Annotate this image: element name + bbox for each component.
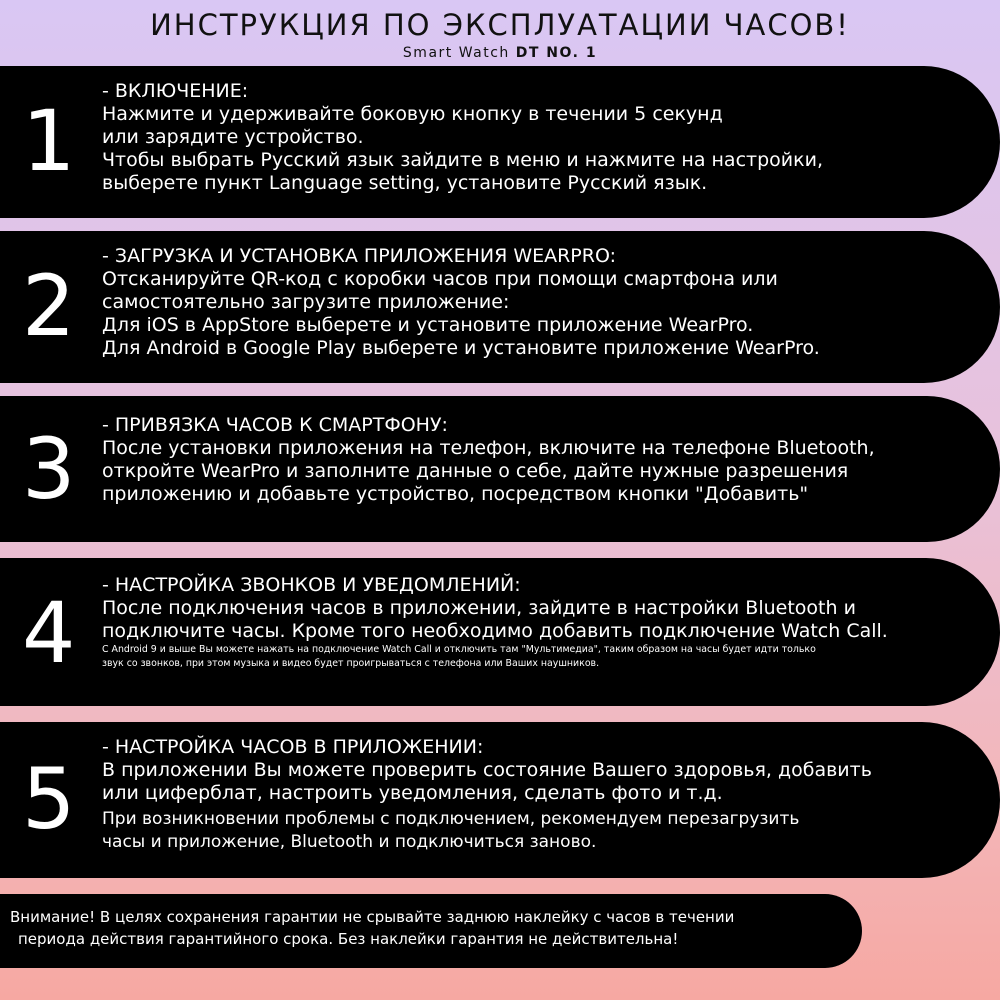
step-line: выберете пункт Language setting, установите Русский язык. [102, 172, 708, 194]
step-line-secondary: При возникновении проблемы с подключением, рекомендуем перезагрузить [102, 809, 800, 829]
step-line: или циферблат, настроить уведомления, сделать фото и т.д. [102, 782, 723, 804]
step-card-5 [0, 722, 1000, 878]
step-card-4 [0, 558, 1000, 706]
subtitle-brand: Smart Watch [402, 45, 516, 61]
step-line: или зарядите устройство. [102, 126, 364, 148]
step-line: подключите часы. Кроме того необходимо добавить подключение Watch Call. [102, 620, 888, 642]
step-line: Для Android в Google Play выберете и установите приложение WearPro. [102, 337, 820, 359]
step-line: откройте WearPro и заполните данные о себе, дайте нужные разрешения [102, 460, 849, 482]
step-card-1 [0, 66, 1000, 218]
step-heading-5: - НАСТРОЙКА ЧАСОВ В ПРИЛОЖЕНИИ: [102, 736, 484, 758]
step-number-1: 1 [22, 92, 76, 190]
step-number-3: 3 [22, 420, 76, 518]
step-footnote: звук со звонков, при этом музыка и видео будет проигрываться с телефона или Ваших наушников. [102, 658, 600, 669]
step-card-3 [0, 396, 1000, 542]
step-line: самостоятельно загрузите приложение: [102, 291, 510, 313]
step-line: После установки приложения на телефон, включите на телефоне Bluetooth, [102, 437, 875, 459]
subtitle-model: DT NO. 1 [515, 45, 598, 61]
step-line: Отсканируйте QR-код с коробки часов при помощи смартфона или [102, 268, 778, 290]
page-title: ИНСТРУКЦИЯ ПО ЭКСПЛУАТАЦИИ ЧАСОВ! [150, 8, 850, 42]
step-heading-4: - НАСТРОЙКА ЗВОНКОВ И УВЕДОМЛЕНИЙ: [102, 574, 521, 596]
step-line: В приложении Вы можете проверить состояние Вашего здоровья, добавить [102, 759, 872, 781]
step-line: приложению и добавьте устройство, посредством кнопки "Добавить" [102, 483, 809, 505]
page-subtitle [0, 44, 1000, 62]
warning-line: Внимание! В целях сохранения гарантии не срывайте заднюю наклейку с часов в течении [10, 908, 735, 926]
step-footnote: С Android 9 и выше Вы можете нажать на подключение Watch Call и отключить там "Мультимедиа", таким образом на часы будет идти только [102, 644, 816, 655]
step-number-2: 2 [22, 257, 76, 355]
step-heading-1: - ВКЛЮЧЕНИЕ: [102, 80, 249, 102]
step-heading-2: - ЗАГРУЗКА И УСТАНОВКА ПРИЛОЖЕНИЯ WEARPRO: [102, 245, 616, 267]
step-line: Чтобы выбрать Русский язык зайдите в меню и нажмите на настройки, [102, 149, 823, 171]
step-number-4: 4 [22, 584, 76, 682]
warranty-warning [0, 894, 862, 968]
warning-line: периода действия гарантийного срока. Без наклейки гарантия не действительна! [18, 930, 679, 948]
step-number-5: 5 [22, 750, 76, 848]
step-line-secondary: часы и приложение, Bluetooth и подключиться заново. [102, 832, 597, 852]
step-card-2 [0, 231, 1000, 383]
step-heading-3: - ПРИВЯЗКА ЧАСОВ К СМАРТФОНУ: [102, 414, 448, 436]
step-line: Для iOS в AppStore выберете и установите приложение WearPro. [102, 314, 754, 336]
step-line: Нажмите и удерживайте боковую кнопку в течении 5 секунд [102, 103, 723, 125]
step-line: После подключения часов в приложении, зайдите в настройки Bluetooth и [102, 597, 856, 619]
